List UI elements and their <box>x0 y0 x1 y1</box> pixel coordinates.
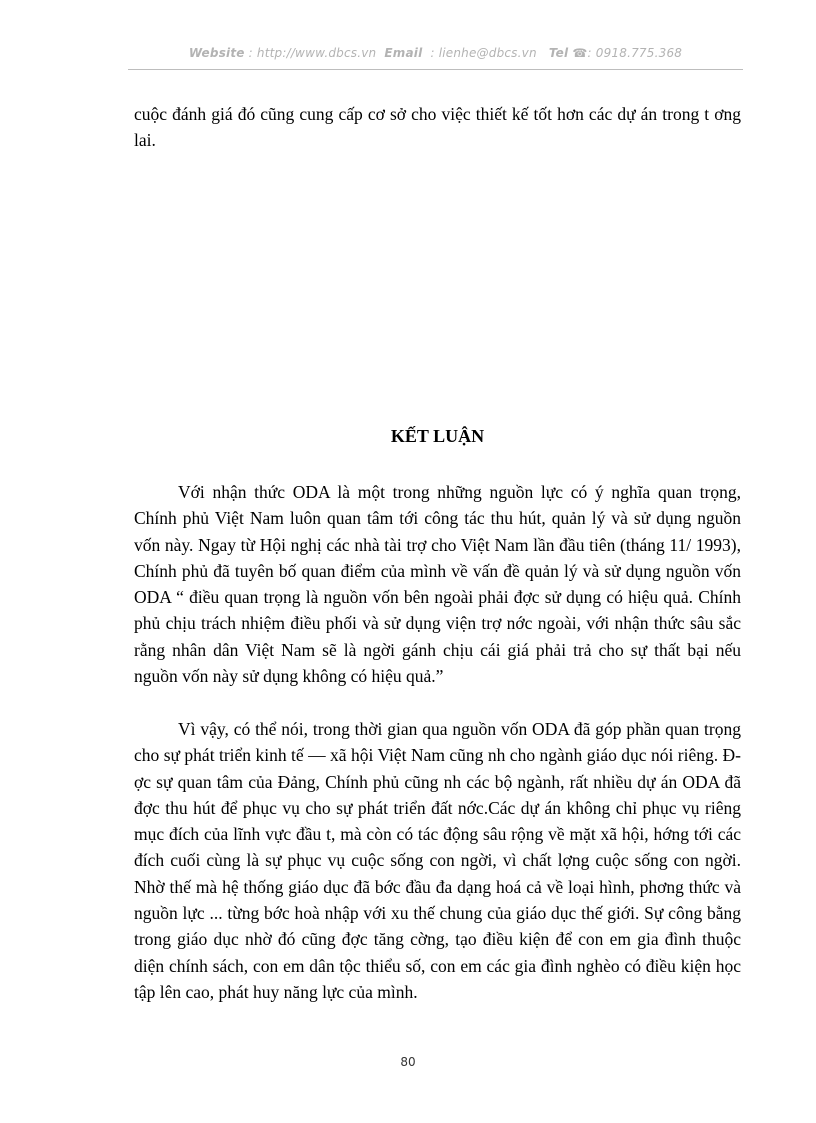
intro-paragraph: cuộc đánh giá đó cũng cung cấp cơ sở cho việc thiết kế tốt hơn các dự án trong t ơng lai. <box>134 104 741 151</box>
tel-number: ☎: 0918.775.368 <box>572 46 683 60</box>
website-url: : http://www.dbcs.vn <box>248 46 377 60</box>
body-paragraph-1: Với nhận thức ODA là một trong những nguồn lực có ý nghĩa quan trọng, Chính phủ Việt Nam luôn quan tâm tới công tác thu hút, quản lý và sử dụng nguồn vốn này. Ngay từ Hội nghị các nhà tài trợ cho Việt Nam lần đầu tiên (tháng 11/ 1993), Chính phủ đã tuyên bố quan điểm của mình về vấn đề quản lý và sử dụng nguồn vốn ODA “ điều quan trọng là nguồn vốn bên ngoài phải đợc sử dụng có hiệu quả. Chính phủ chịu trách nhiệm điều phối và sử dụng viện trợ nớc ngoài, với nhận thức sâu sắc rằng nhân dân Việt Nam sẽ là ngời gánh chịu cái giá phải trả cho sự thất bại nếu nguồn vốn này sử dụng không có hiệu quả.” <box>134 482 741 687</box>
email-address: : lienhe@dbcs.vn <box>430 46 537 60</box>
website-label: Website <box>188 46 245 60</box>
page-number: 80 <box>400 1055 416 1069</box>
page-header <box>128 46 743 60</box>
header-divider <box>128 69 743 70</box>
email-label: Email <box>384 46 423 60</box>
tel-label: Tel <box>548 46 569 60</box>
section-title: KẾT LUẬN <box>390 426 485 446</box>
body-paragraph-2: Vì vậy, có thể nói, trong thời gian qua nguồn vốn ODA đã góp phần quan trọng cho sự phát triển kinh tế — xã hội Việt Nam cũng nh cho ngành giáo dục nói riêng. Đợc sự quan tâm của Đảng, Chính phủ cũng nh các bộ ngành, rất nhiều dự án ODA đã đợc thu hút để phục vụ cho sự phát triển đất nớc.Các dự án không chỉ phục vụ riêng mục đích của lĩnh vực đầu t, mà còn có tác động sâu rộng về mặt xã hội, hớng tới các đích cuối cùng là sự phục vụ cuộc sống con ngời, vì chất lợng cuộc sống con ngời. Nhờ thế mà hệ thống giáo dục đã bớc đầu đa dạng hoá cả về loại hình, phơng thức và nguồn lực ... từng bớc hoà nhập với xu thế chung của giáo dục thế giới. Sự công bằng trong giáo dục nhờ đó cũng đợc tăng cờng, tạo điều kiện để con em gia đình thuộc diện chính sách, con em dân tộc thiểu số, con em các gia đình nghèo có điều kiện học tập lên cao, phát huy năng lực của mình. <box>134 719 741 1002</box>
